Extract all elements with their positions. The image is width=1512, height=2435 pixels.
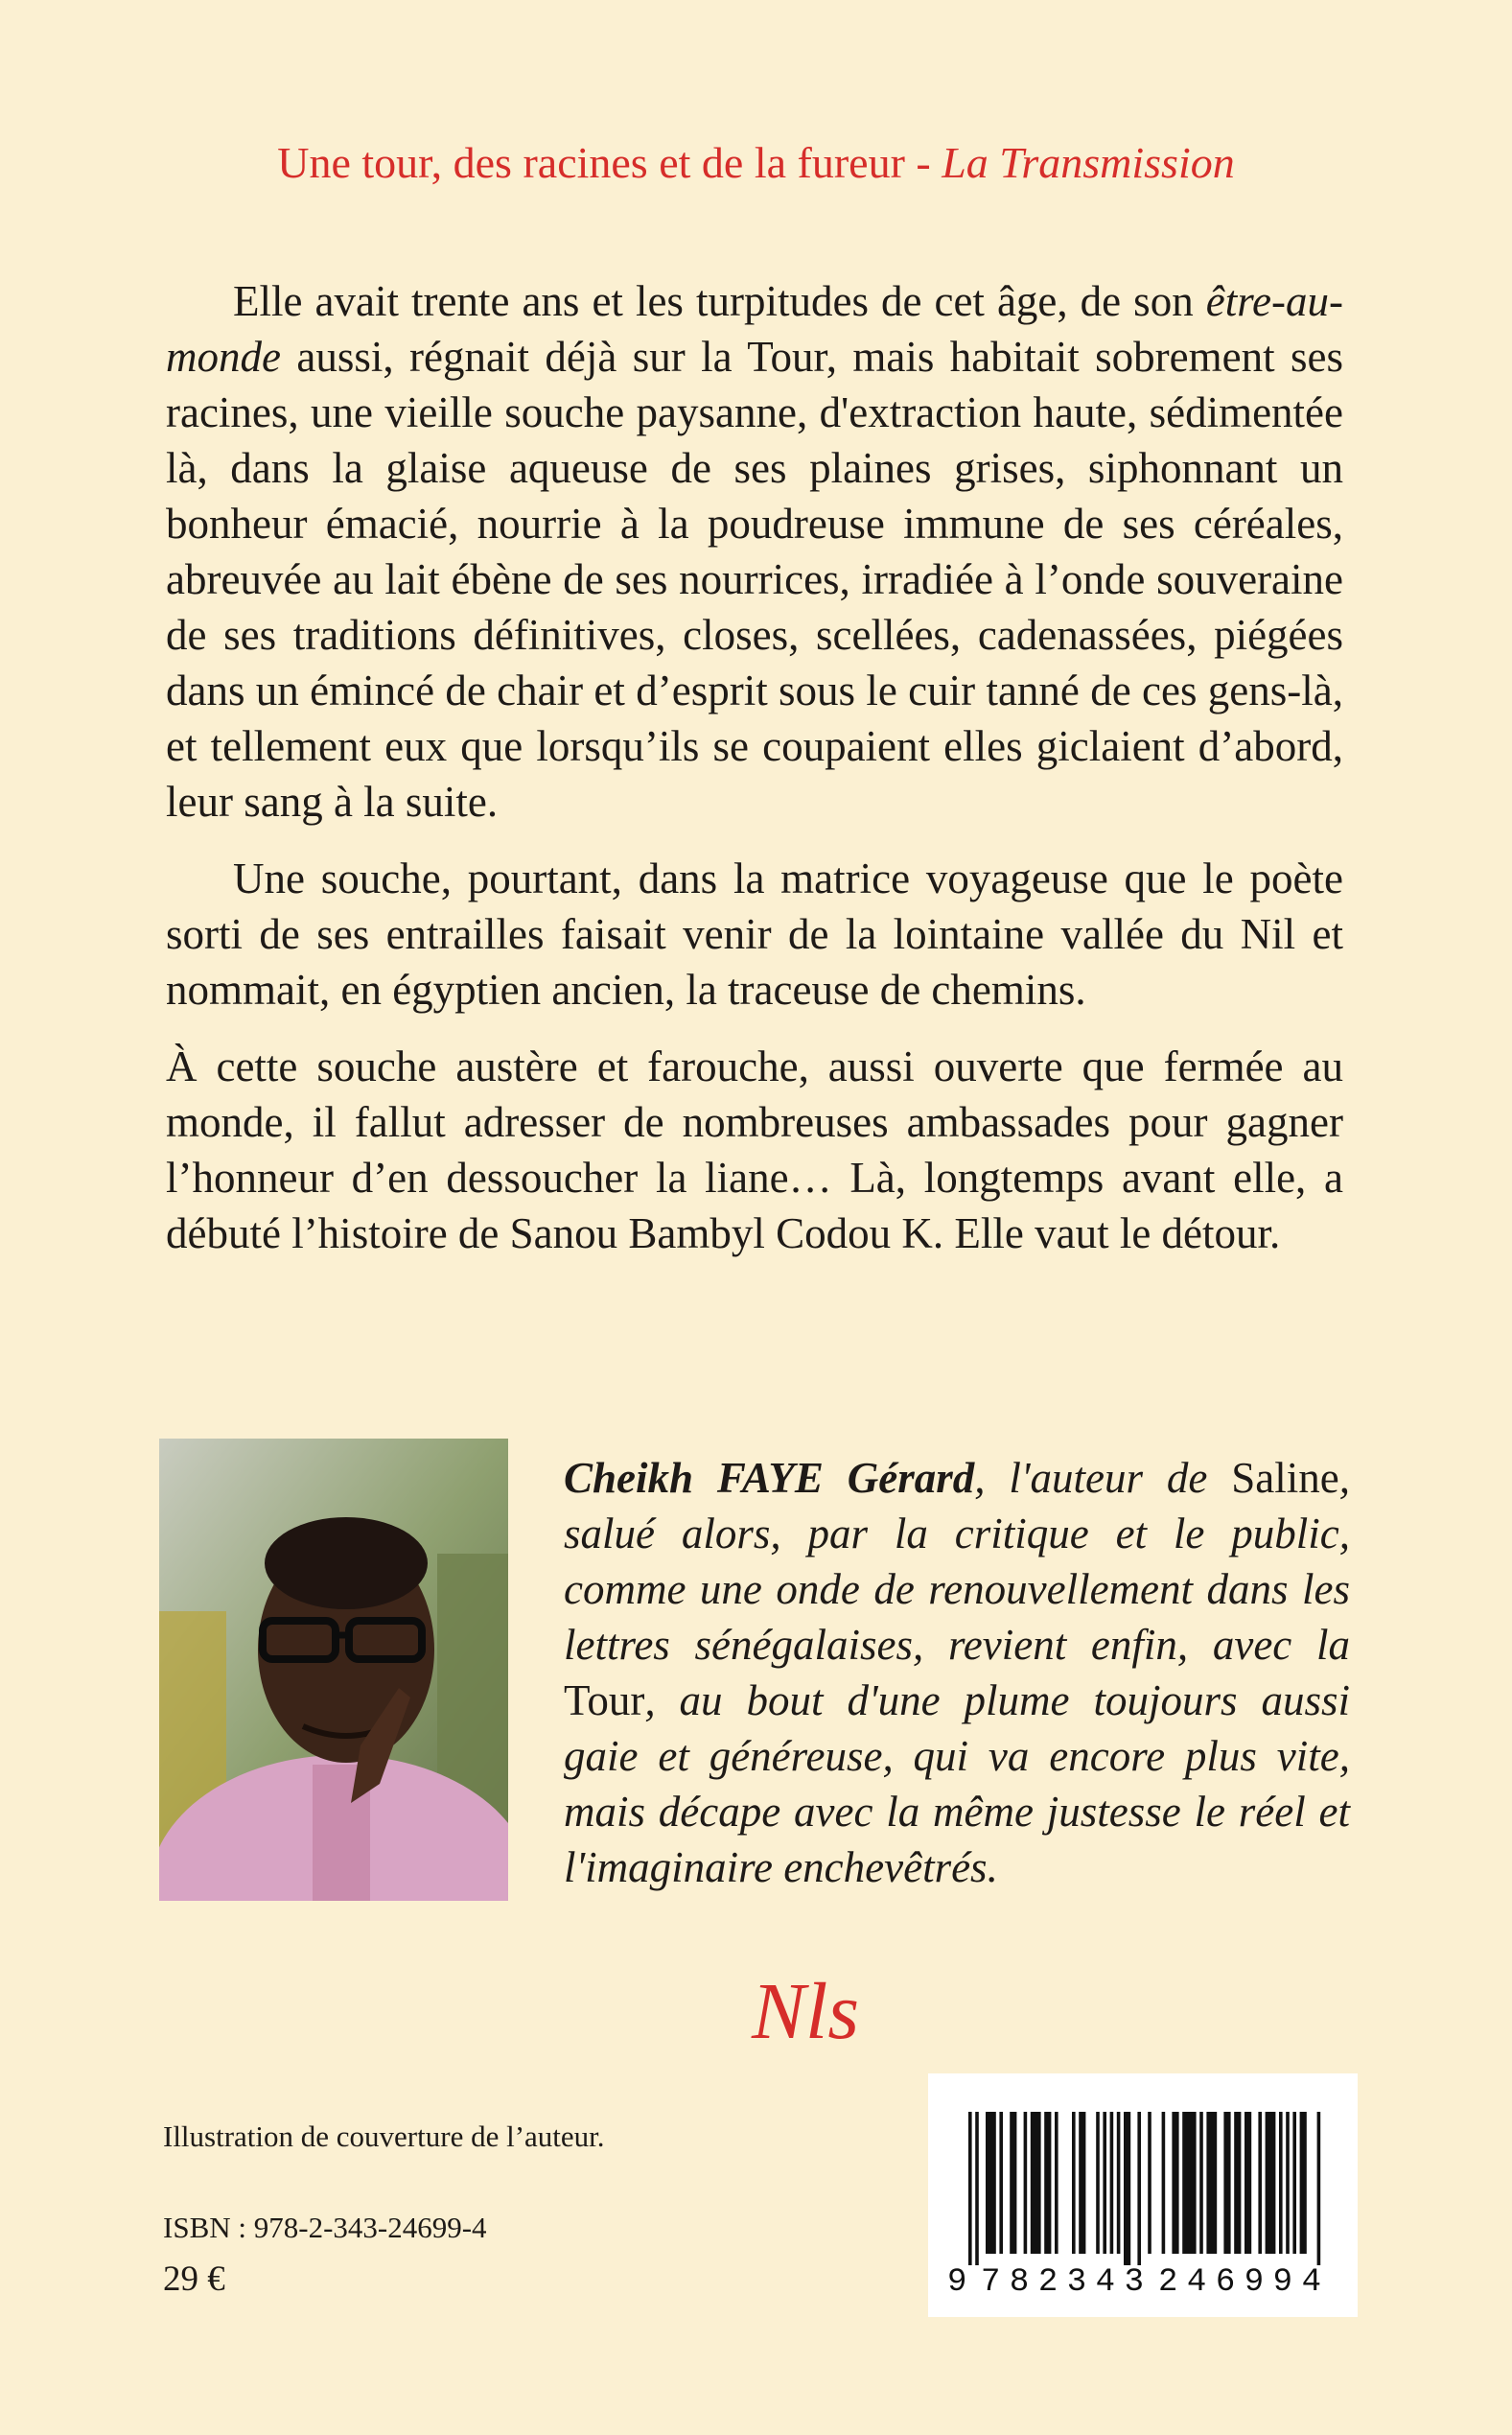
price: 29 € [163, 2259, 225, 2299]
barcode-bar [1266, 2112, 1276, 2254]
barcode-bar [1292, 2112, 1296, 2254]
p1-part2: aussi, régnait déjà sur la Tour, mais habitait sobrement ses racines, une vieille souche paysanne, d'extraction haute, sédimentée là, dans la glaise aqueuse de ses plaines grises, siphonnant un bonheur émacié, nourrie à la poudreuse immune de ses céréales, abreuvée au lait ébène de ses nourrices, irradiée à l’onde souveraine de ses traditions définitives, closes, scellées, cadenassées, piégées dans un émincé de chair et d’esprit sous le cuir tanné de ces gens-là, et tellement eux que lorsqu’ils se coupaient elles giclaient d’abord, leur sang à la suite. [166, 333, 1343, 826]
barcode-bar [999, 2112, 1003, 2254]
barcode-bar [1117, 2112, 1121, 2254]
barcode-bar [1079, 2112, 1085, 2254]
p1-part1: Elle avait trente ans et les turpitudes de cet âge, de son [233, 277, 1206, 325]
barcode-bar [1096, 2112, 1100, 2254]
barcode-bar [1072, 2112, 1076, 2254]
barcode-bar [1199, 2112, 1203, 2254]
bio-text-2: , salué alors, par la critique et le public, comme une onde de renouvellement dans les lettres sénégalaises, revient enfin, avec la [564, 1454, 1350, 1669]
barcode-bar [1103, 2112, 1106, 2254]
isbn: ISBN : 978-2-343-24699-4 [163, 2211, 487, 2244]
barcode-bars [968, 2112, 1320, 2265]
barcode [928, 2073, 1358, 2317]
barcode-bar [1148, 2112, 1151, 2254]
barcode-bar [1162, 2112, 1166, 2254]
cover-credit: Illustration de couverture de l’auteur. [163, 2119, 605, 2153]
barcode-bar [1110, 2112, 1114, 2254]
cover-title [0, 137, 1512, 188]
barcode-digits-right: 246994 [1158, 2264, 1321, 2301]
barcode-bar [1182, 2112, 1196, 2254]
barcode-bar [1206, 2112, 1217, 2254]
author-name: Cheikh FAYE Gérard [564, 1454, 975, 1502]
barcode-bar [1172, 2112, 1178, 2254]
barcode-digit-first: 9 [947, 2264, 967, 2301]
barcode-image [928, 2073, 1358, 2317]
barcode-bar [1010, 2112, 1016, 2254]
barcode-bar [1300, 2112, 1307, 2254]
barcode-bar [1317, 2112, 1321, 2265]
barcode-bar [968, 2112, 972, 2265]
barcode-bar [975, 2112, 979, 2265]
barcode-bar [1244, 2112, 1251, 2254]
author-photo [159, 1439, 508, 1901]
barcode-bar [1137, 2112, 1141, 2265]
book-title-tour: Tour [564, 1676, 645, 1724]
publisher-logo [733, 1961, 877, 2067]
book-title-saline: Saline [1231, 1454, 1339, 1502]
p1-italic: être-au-monde [166, 277, 1343, 381]
blurb [166, 273, 1343, 1282]
barcode-bar [1286, 2112, 1290, 2254]
barcode-digits-left: 782343 [981, 2264, 1144, 2301]
author-bio [564, 1450, 1350, 1895]
bio-text-3: , au bout d'une plume toujours aussi gaie et généreuse, qui va encore plus vite, mais décape avec la même justesse le réel et l'imaginaire enchevêtrés. [564, 1676, 1350, 1891]
barcode-bar [1044, 2112, 1051, 2254]
blurb-paragraph-3: À cette souche austère et farouche, aussi ouverte que fermée au monde, il fallut adresser de nombreuses ambassades pour gagner l’honneur d’en dessoucher la liane… Là, longtemps avant elle, a débuté l’histoire de Sanou Bambyl Codou K. Elle vaut le détour. [166, 1042, 1343, 1257]
barcode-bar [1234, 2112, 1241, 2254]
barcode-bar [1031, 2112, 1041, 2254]
barcode-bar [1055, 2112, 1058, 2254]
author-portrait-image [159, 1439, 508, 1901]
barcode-bar [1024, 2112, 1028, 2254]
barcode-bar [1279, 2112, 1283, 2254]
title-main: Une tour, des racines et de la fureur - [277, 138, 942, 187]
blurb-paragraph-1 [166, 273, 1343, 830]
barcode-bar [1124, 2112, 1130, 2265]
publisher-logo-text: Nls [751, 1967, 860, 2056]
bio-text-1: , l'auteur de [974, 1454, 1232, 1502]
barcode-bar [1258, 2112, 1262, 2254]
barcode-bar [986, 2112, 996, 2254]
blurb-paragraph-2: Une souche, pourtant, dans la matrice voyageuse que le poète sorti de ses entrailles faisait venir de la lointaine vallée du Nil et nommait, en égyptien ancien, la traceuse de chemins. [166, 855, 1343, 1014]
title-italic: La Transmission [942, 138, 1235, 187]
barcode-bar [1223, 2112, 1230, 2254]
